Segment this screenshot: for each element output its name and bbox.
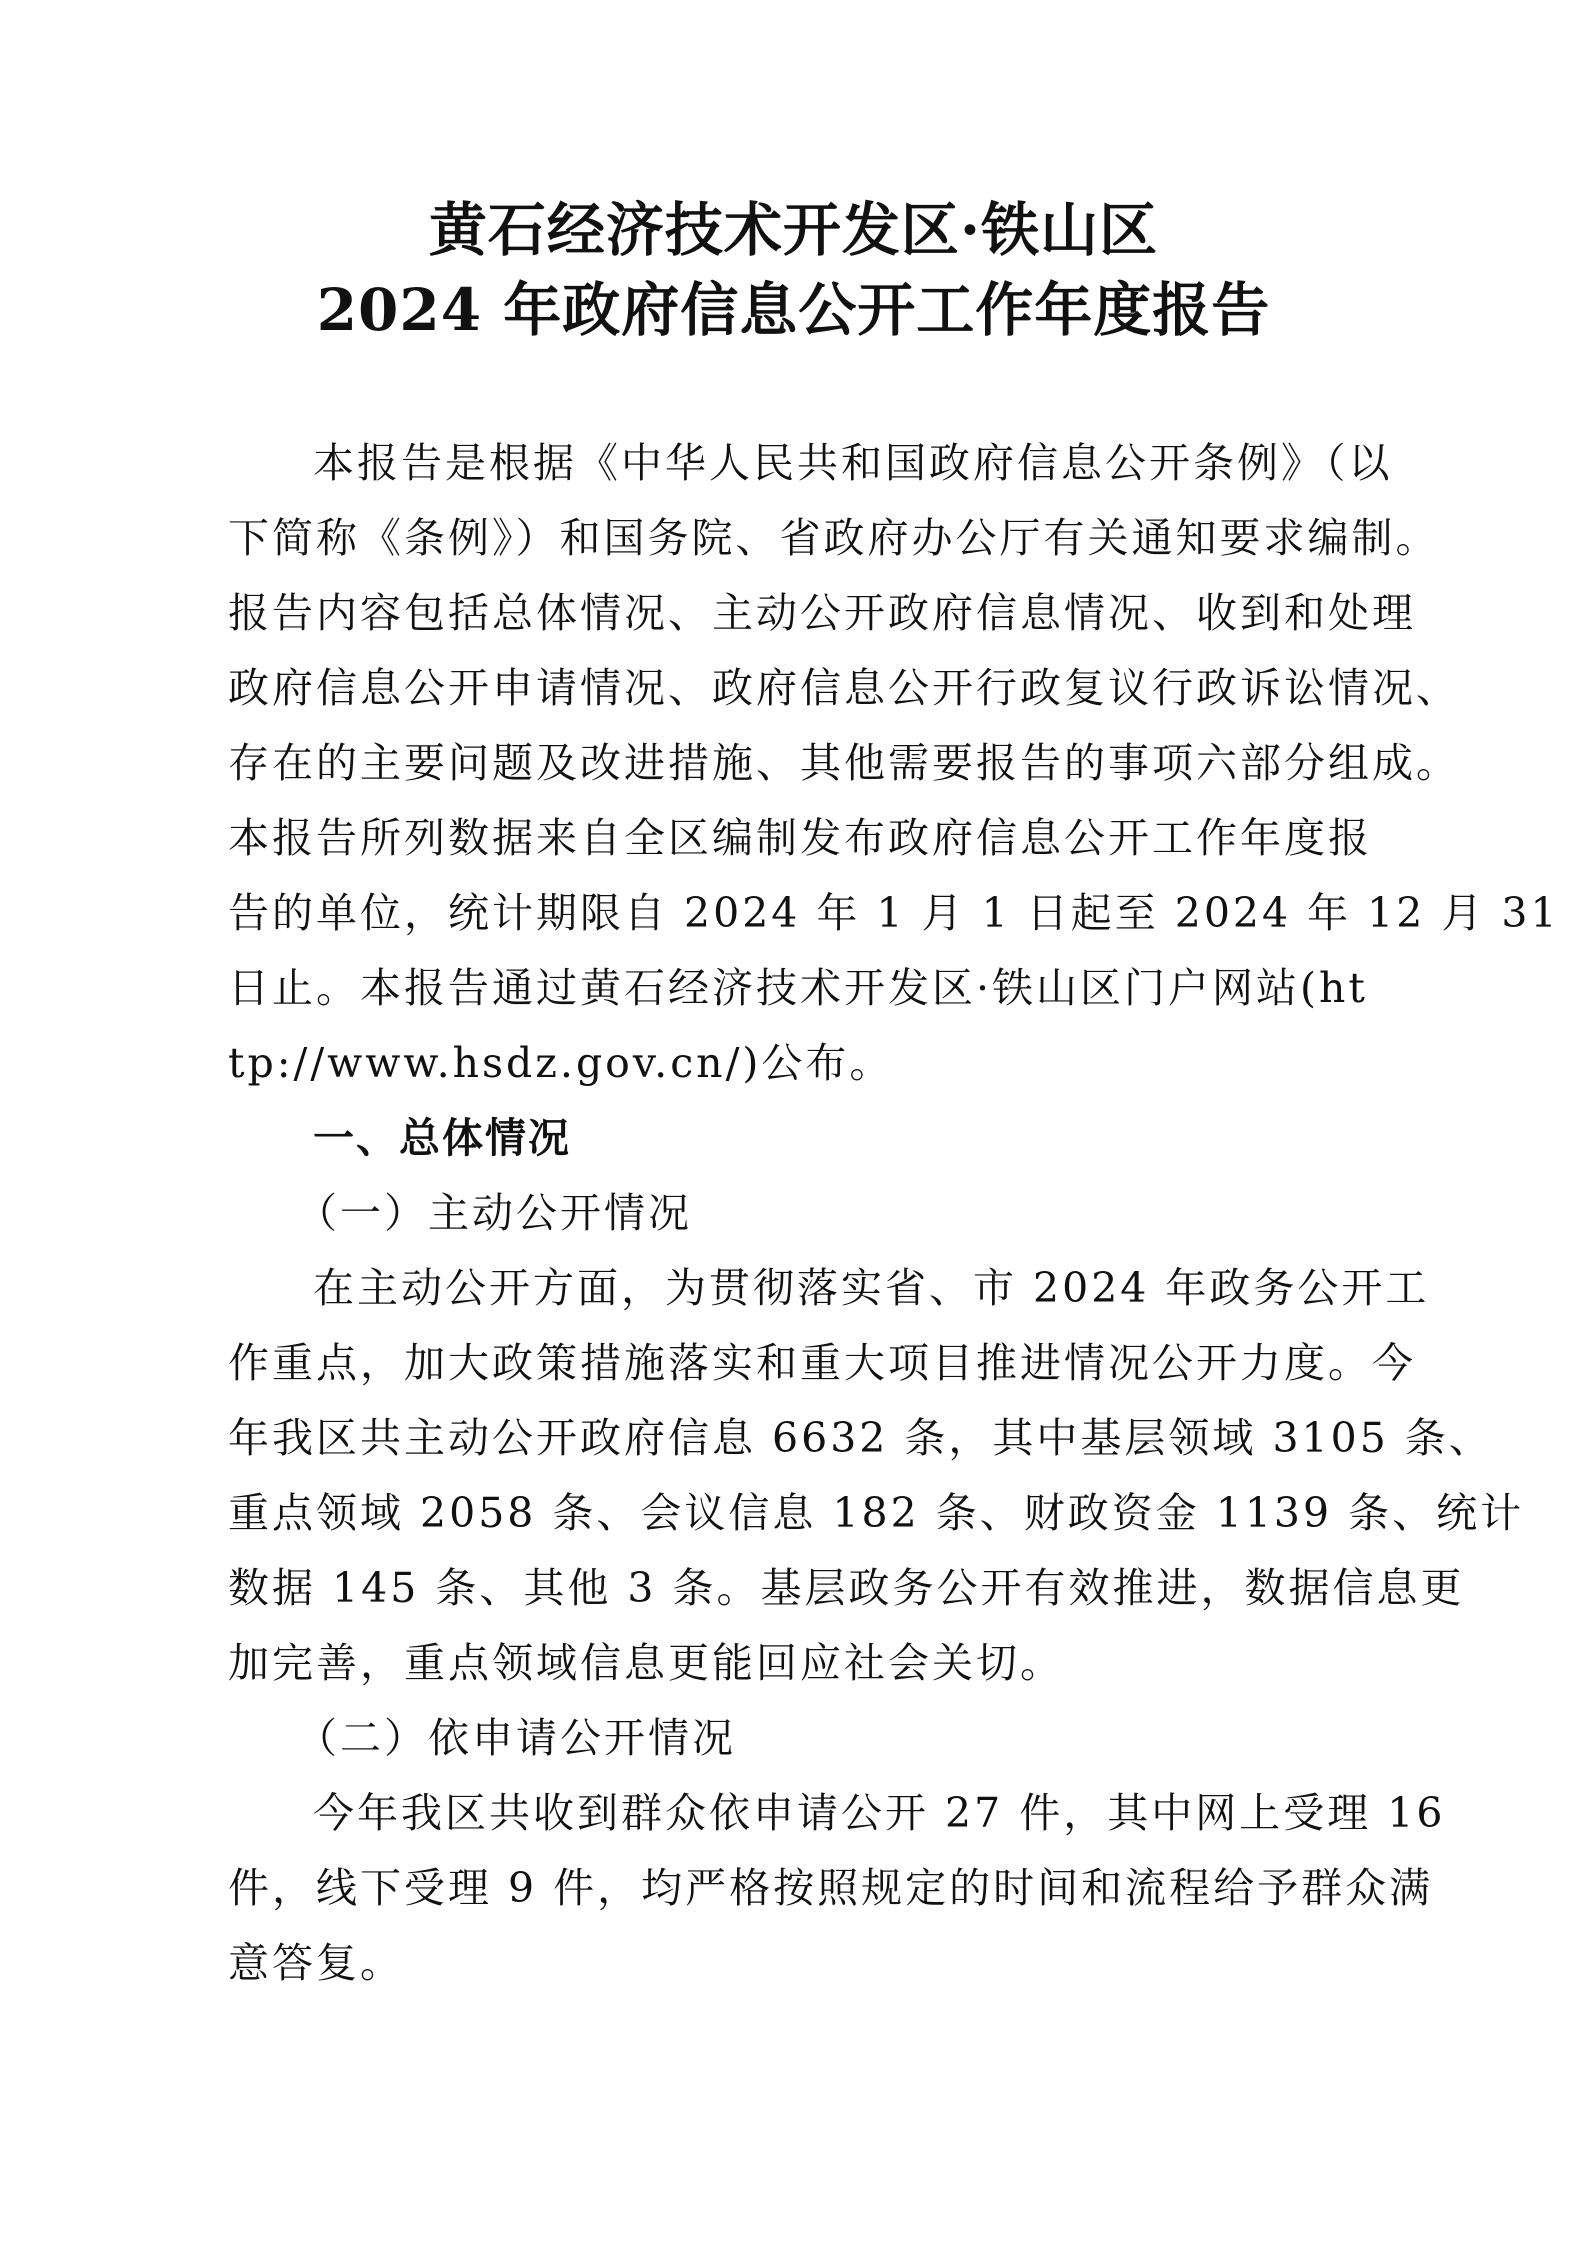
intro-line-7: 告的单位，统计期限自 2024 年 1 月 1 日起至 2024 年 12 月 31: [228, 889, 1560, 937]
section-heading-overview: 一、总体情况: [313, 1114, 571, 1162]
intro-line-9: tp://www.hsdz.gov.cn/)公布。: [228, 1039, 894, 1087]
proactive-line-6: 加完善，重点领域信息更能回应社会关切。: [228, 1639, 1064, 1687]
proactive-line-3: 年我区共主动公开政府信息 6632 条，其中基层领域 3105 条、: [228, 1414, 1493, 1462]
intro-line-1: 本报告是根据《中华人民共和国政府信息公开条例》（以: [313, 439, 1393, 487]
intro-line-8: 日止。本报告通过黄石经济技术开发区·铁山区门户网站(ht: [228, 964, 1368, 1012]
document-title-line-1: 黄石经济技术开发区·铁山区: [428, 196, 1159, 264]
intro-line-3: 报告内容包括总体情况、主动公开政府信息情况、收到和处理: [228, 589, 1416, 637]
intro-line-2: 下简称《条例》）和国务院、省政府办公厅有关通知要求编制。: [228, 514, 1440, 562]
application-line-2: 件，线下受理 9 件，均严格按照规定的时间和流程给予群众满: [228, 1864, 1434, 1912]
application-line-1: 今年我区共收到群众依申请公开 27 件，其中网上受理 16: [313, 1789, 1446, 1837]
document-title-line-2: 2024 年政府信息公开工作年度报告: [316, 276, 1271, 344]
intro-line-6: 本报告所列数据来自全区编制发布政府信息公开工作年度报: [228, 814, 1372, 862]
subsection-heading-proactive: （一）主动公开情况: [296, 1189, 692, 1237]
proactive-line-2: 作重点，加大政策措施落实和重大项目推进情况公开力度。今: [228, 1339, 1416, 1387]
proactive-line-5: 数据 145 条、其他 3 条。基层政务公开有效推进，数据信息更: [228, 1564, 1465, 1612]
proactive-line-1: 在主动公开方面，为贯彻落实省、市 2024 年政务公开工: [313, 1264, 1430, 1312]
intro-line-4: 政府信息公开申请情况、政府信息公开行政复议行政诉讼情况、: [228, 664, 1460, 712]
application-line-3: 意答复。: [228, 1939, 404, 1987]
subsection-heading-application: （二）依申请公开情况: [296, 1714, 736, 1762]
intro-line-5: 存在的主要问题及改进措施、其他需要报告的事项六部分组成。: [228, 739, 1460, 787]
proactive-line-4: 重点领域 2058 条、会议信息 182 条、财政资金 1139 条、统计: [228, 1489, 1525, 1537]
